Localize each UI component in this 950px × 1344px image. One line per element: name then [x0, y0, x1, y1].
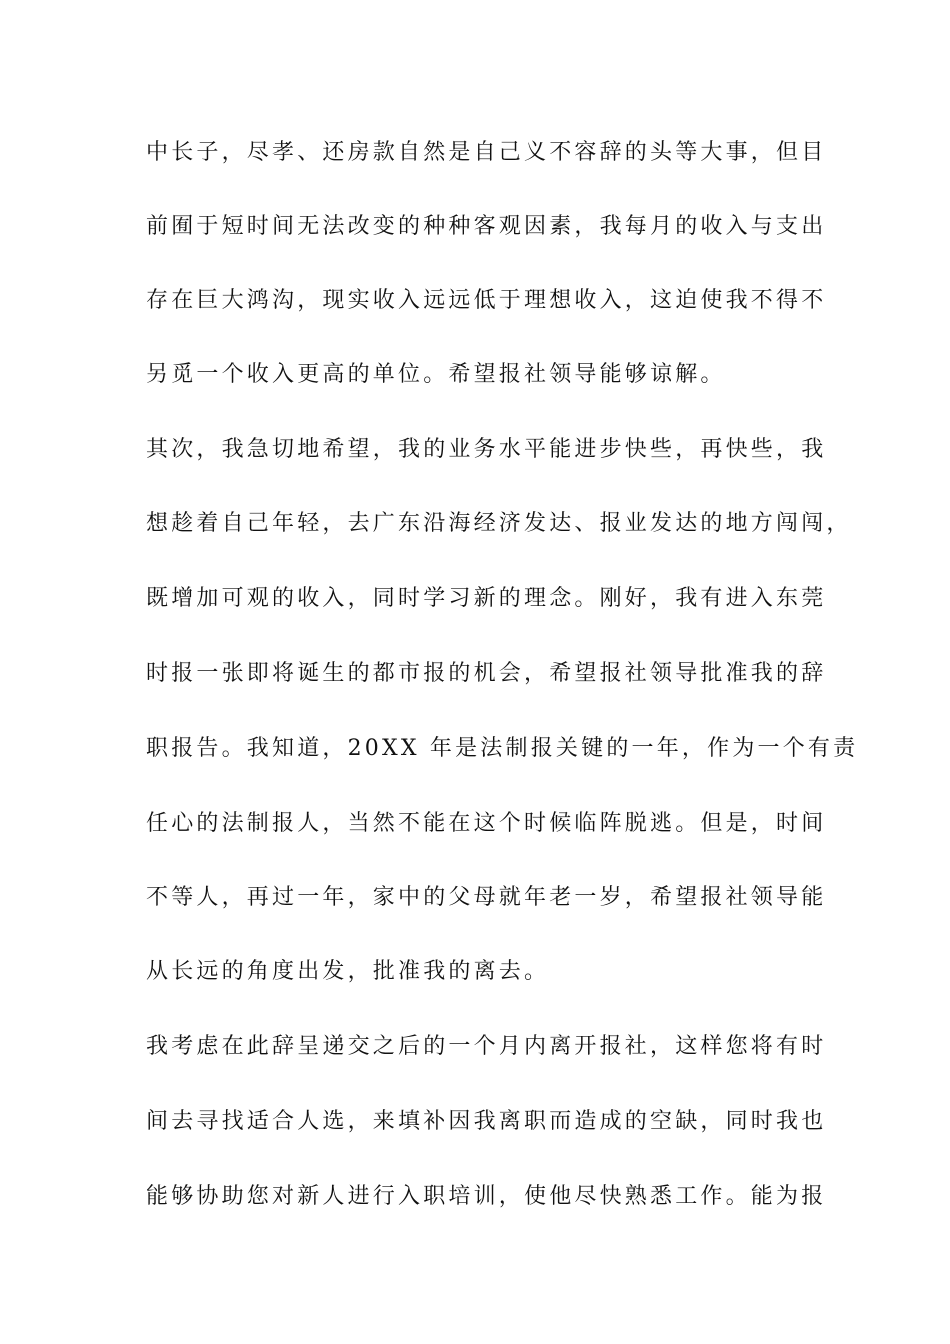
- text-line: 间去寻找适合人选，来填补因我离职而造成的空缺，同时我也: [146, 1109, 827, 1134]
- text-line: 职报告。我知道，20XX 年是法制报关键的一年，作为一个有责: [146, 736, 859, 761]
- text-line: 另觅一个收入更高的单位。希望报社领导能够谅解。: [146, 362, 726, 387]
- text-line: 存在巨大鸿沟，现实收入远远低于理想收入，这迫使我不得不: [146, 288, 827, 313]
- text-line: 能够协助您对新人进行入职培训，使他尽快熟悉工作。能为报: [146, 1184, 827, 1209]
- text-line: 从长远的角度出发，批准我的离去。: [146, 959, 550, 984]
- text-line: 中长子，尽孝、还房款自然是自己义不容辞的头等大事，但目: [146, 140, 827, 165]
- text-line: 任心的法制报人，当然不能在这个时候临阵脱逃。但是，时间: [146, 811, 827, 836]
- text-line: 不等人，再过一年，家中的父母就年老一岁，希望报社领导能: [146, 885, 827, 910]
- text-line: 既增加可观的收入，同时学习新的理念。刚好，我有进入东莞: [146, 586, 827, 611]
- text-line: 时报一张即将诞生的都市报的机会，希望报社领导批准我的辞: [146, 661, 827, 686]
- text-line: 想趁着自己年轻，去广东沿海经济发达、报业发达的地方闯闯，: [146, 511, 852, 536]
- text-line: 前囿于短时间无法改变的种种客观因素，我每月的收入与支出: [146, 214, 827, 239]
- text-line: 其次，我急切地希望，我的业务水平能进步快些，再快些，我: [146, 437, 827, 462]
- text-line: 我考虑在此辞呈递交之后的一个月内离开报社，这样您将有时: [146, 1034, 827, 1059]
